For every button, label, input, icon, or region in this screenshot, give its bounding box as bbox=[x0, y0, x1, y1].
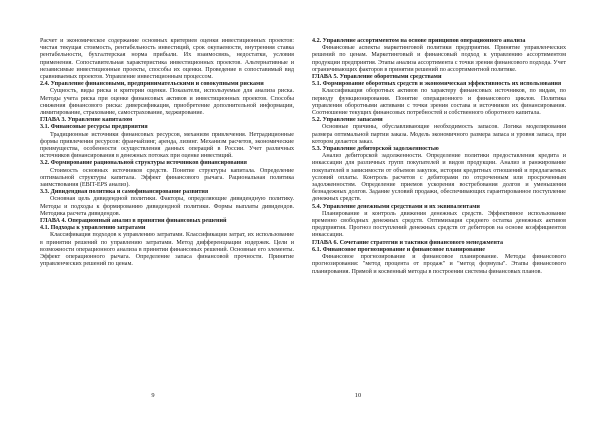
section-heading: 3.2. Формирование рациональной структуры источников финансирования bbox=[40, 160, 247, 167]
paragraph: Традиционные источники финансовых ресурсов, механизм привлечения. Нетрадиционные формы привлечения ресурсов: франчайзинг, аренда, лизинг. Механизм расчетов, экономические преимущества, особенности осуществления данных операций в России. Учет различных источников финансирования в денежных потоках при оценке инвестиций. bbox=[40, 131, 294, 160]
section-heading: 5.2. Управление запасами bbox=[312, 117, 383, 124]
section-heading: ГЛАВА 5. Управление оборотными средствами bbox=[312, 74, 442, 81]
paragraph: Анализ дебиторской задолженности. Определение политики предоставления кредита и инкассации для различных групп покупателей и видов продукции. Анализ и ранжирование покупателей в зависимости от объемов закупок, истории кредитных отношений и предлагаемых условий оплаты. Контроль расчетов с дебиторами по отсроченным или просроченным задолженностям. Определение приемов ускорения востребования долгов и уменьшения безнадежных долгов. Задание условий продажи, обеспечивающих гарантированное поступление денежных средств. bbox=[312, 153, 566, 203]
section-heading: ГЛАВА 4. Операционный анализ в принятии финансовых решений bbox=[40, 218, 227, 225]
paragraph: Расчет и экономическое содержание основных критериев оценки инвестиционных проектов: чистая текущая стоимость, рентабельность инвестиций, срок окупаемости, внутренняя ставка рентабельности, бухгалтерская норма прибыли. Их взаимосвязь, недостатки, условия применения. Сопоставительная характеристика инвестиционных проектов. Альтернативные и независимые инвестиционные проекты, способы их оценки. Проведение в сопоставимый вид сравниваемых проектов. Управление инвестиционным процессом. bbox=[40, 38, 294, 81]
paragraph: Сущность, виды риска и критерии оценки. Показатели, используемые для анализа риска. Методы учета риска при оценке финансовых активов и инвестиционных проектов. Способы снижения финансового риска: диверсификация, приобретение дополнительной информации, лимитирование, страхование, самострахование, хеджирование. bbox=[40, 88, 294, 117]
paragraph: Планирование и контроль движения денежных средств. Эффективное использование временно свободных денежных средств. Оптимизация среднего остатка денежных активов предприятия. Прогноз поступлений денежных средств от дебиторов на основе коэффициентов инкассации. bbox=[312, 210, 566, 239]
paragraph: Финансовое прогнозирование и финансовое планирование. Методы финансового прогнозирования: "метод процента от продаж" и "метод формулы". Этапы финансового планирования. Прямой и косвенный методы в построении системы финансовых планов. bbox=[312, 254, 566, 275]
paragraph: Классификация оборотных активов по характеру финансовых источников, по видам, по периоду функционирования. Понятие операционного и финансового циклов. Политика управления оборотными активами с точки зрения состава и источников их финансирования. Соотношение текущих финансовых потребностей и собственного оборотного капитала. bbox=[312, 88, 566, 117]
section-heading: 6.1. Финансовое прогнозирование и финансовое планирование bbox=[312, 246, 486, 253]
section-heading: 3.3. Дивидендная политика и самофинансирование развития bbox=[40, 189, 209, 196]
section-heading: 2.4. Управление финансовыми, предпринимательскими и совокупными рисками bbox=[40, 81, 264, 88]
paragraph: Стоимость основных источников средств. Понятие структуры капитала. Определение оптимальной структуры капитала. Эффект финансового рычага. Рациональная политика заимствования (EBIT-EPS анализ). bbox=[40, 167, 294, 189]
paragraph: Классификация подходов к управлению затратами. Классификации затрат, их использование в принятии решений по управлению затратами. Метод дифференциации издержек. Цели и возможности операционного анализа в принятии финансовых решений. Основные его элементы. Эффект операционного рычага. Определение запаса финансовой прочности. Принятие управленческих решений по ценам. bbox=[40, 232, 294, 268]
section-heading: 5.4. Управление денежными средствами и их эквивалентами bbox=[312, 203, 480, 210]
section-heading: ГЛАВА 6. Сочетание стратегии и тактики финансового менеджмента bbox=[312, 239, 504, 246]
section-heading: 5.3. Управление дебиторской задолженностью bbox=[312, 146, 439, 153]
section-heading: ГЛАВА 3. Управление капиталом bbox=[40, 117, 133, 124]
section-heading: 3.1. Финансовые ресурсы предприятия bbox=[40, 124, 148, 131]
section-heading: 4.1. Подходы к управлению затратами bbox=[40, 225, 146, 232]
paragraph: Основная цель дивидендной политики. Факторы, определяющие дивидендную политику. Методы и подходы к формированию дивидендной политики. Формы выплаты дивидендов. Методика расчета дивидендов. bbox=[40, 196, 294, 217]
section-heading: 4.2. Управление ассортиментом на основе принципов операционного анализа bbox=[312, 38, 526, 44]
right-page bbox=[312, 38, 566, 418]
page-number-left: 9 bbox=[151, 392, 155, 399]
paragraph: Финансовые аспекты маркетинговой политики предприятия. Принятие управленческих решений по ценам. Маркетинговый и финансовый подход к управлению ассортиментом продукции предприятия. Этапы анализа ассортимента с точки зрения финансового подхода. Учет ограничивающих факторов в принятии решений по ассортиментной политике. bbox=[312, 45, 566, 73]
left-page bbox=[40, 38, 294, 418]
page-number-right: 10 bbox=[354, 392, 362, 399]
paragraph: Основные причины, обуславливающие необходимость запасов. Логика моделирования размера оптимальной партии заказа. Модель экономичного размера запаса и уровня запаса, при котором делается заказ. bbox=[312, 124, 566, 145]
section-heading: 5.1. Формирование оборотных средств и экономическая эффективность их использования bbox=[312, 81, 562, 88]
